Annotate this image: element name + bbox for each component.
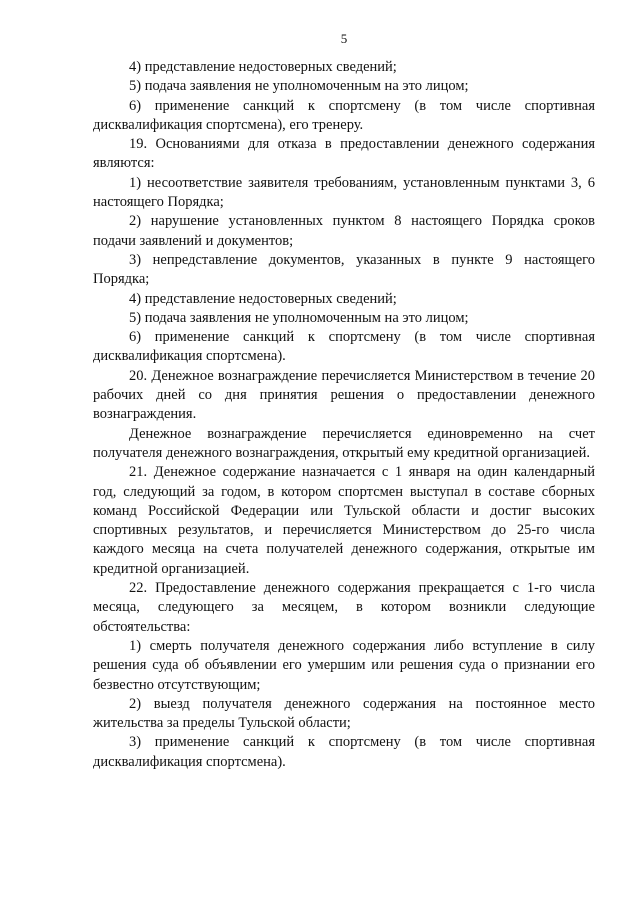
clause-20: 20. Денежное вознаграждение перечисляется Министерством в течение 20 рабочих дней со дня принятия решения о предоставлении денежного вознаграждения. bbox=[93, 367, 595, 423]
clause-19: 19. Основаниями для отказа в предоставлении денежного содержания являются: bbox=[93, 136, 595, 172]
list-item: 2) нарушение установленных пунктом 8 настоящего Порядка сроков подачи заявлений и документов; bbox=[93, 213, 595, 249]
list-item: 5) подача заявления не уполномоченным на это лицом; bbox=[129, 78, 469, 95]
list-item: 3) непредставление документов, указанных в пункте 9 настоящего Порядка; bbox=[93, 251, 595, 288]
paragraph: Денежное вознаграждение перечисляется единовременно на счет получателя денежного вознаграждения, открытый ему кредитной организацией. bbox=[93, 425, 595, 461]
list-item: 3) применение санкций к спортсмену (в том числе спортивная дисквалификация спортсмена). bbox=[93, 734, 595, 770]
page-number: 5 bbox=[340, 31, 348, 46]
clause-21: 21. Денежное содержание назначается с 1 января на один календарный год, следующий за годом, в котором спортсмен выступал в составе сборных команд Российской Федерации или Тульской области и достиг высоких спортивных результатов, и перечисляется Министерством до 25-го числа каждого месяца на счета получателей денежного содержания, открытые им кредитной организацией. bbox=[93, 464, 595, 577]
list-item: 1) несоответствие заявителя требованиям, установленным пунктами 3, 6 настоящего Порядка; bbox=[93, 174, 595, 211]
list-item: 6) применение санкций к спортсмену (в том числе спортивная дисквалификация спортсмена), его тренеру. bbox=[93, 97, 595, 133]
list-item: 2) выезд получателя денежного содержания на постоянное место жительства за пределы Тульской области; bbox=[93, 695, 595, 732]
document-body bbox=[93, 58, 595, 772]
list-item: 6) применение санкций к спортсмену (в том числе спортивная дисквалификация спортсмена). bbox=[93, 329, 595, 365]
document-page bbox=[93, 0, 595, 905]
list-item: 5) подача заявления не уполномоченным на это лицом; bbox=[129, 309, 469, 326]
list-item: 1) смерть получателя денежного содержания либо вступление в силу решения суда об объявлении его умершим или решения суда о признании его безвестно отсутствующим; bbox=[93, 637, 595, 693]
list-item: 4) представление недостоверных сведений; bbox=[129, 59, 397, 75]
clause-22: 22. Предоставление денежного содержания прекращается с 1-го числа месяца, следующего за месяцем, в котором возникли следующие обстоятельства: bbox=[93, 580, 595, 635]
list-item: 4) представление недостоверных сведений; bbox=[129, 290, 397, 307]
